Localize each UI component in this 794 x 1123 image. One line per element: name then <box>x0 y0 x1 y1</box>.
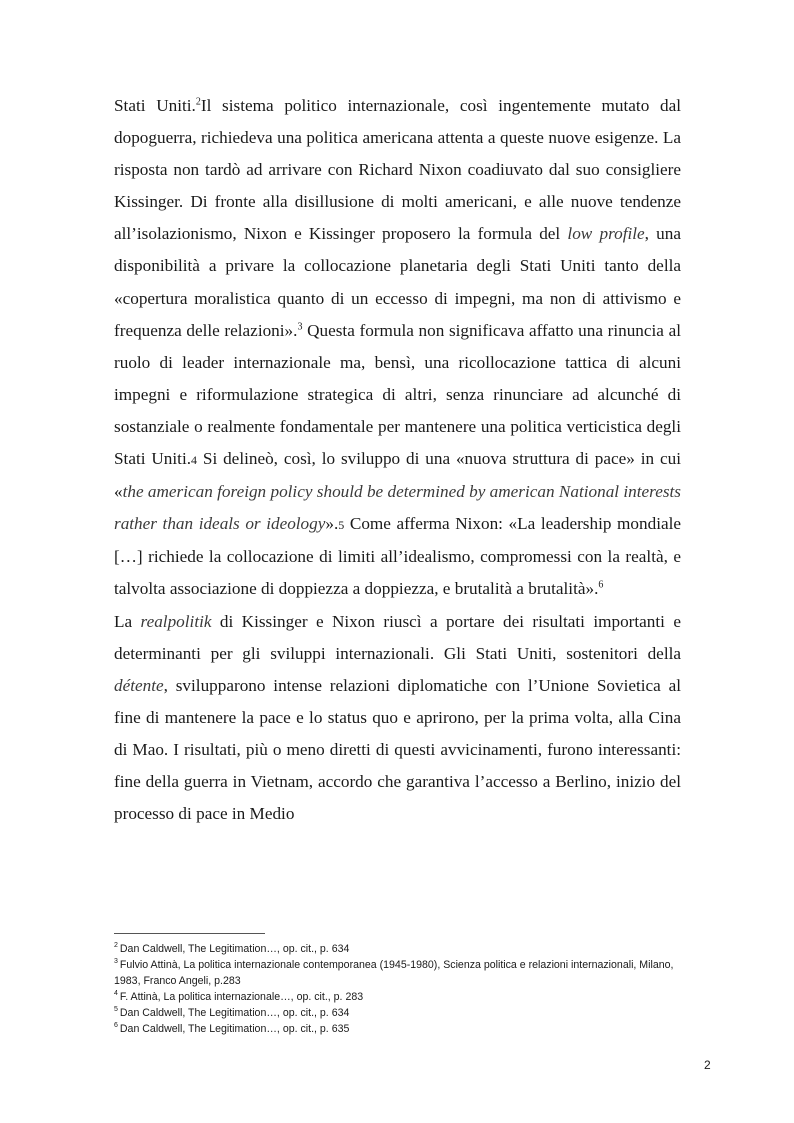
footnote-5 <box>114 1005 681 1021</box>
footnote-4 <box>114 989 681 1005</box>
text-run: La <box>114 611 141 631</box>
footnote-text: F. Attinà, La politica internazionale…, op. cit., p. 283 <box>119 991 364 1003</box>
italic-quote: the american foreign policy should be determined by american National interests rather than ideals or ideology <box>114 482 681 534</box>
text-run: Il sistema politico internazionale, così ingentemente mutato dal dopoguerra, richiedeva una politica americana attenta a queste nuove esigenze. La risposta non tardò ad arrivare con Richard Nixon coadiuvato dal suo consigliere Kissinger. Di fronte alla disillusione di molti americani, e alle nuove tendenze all’isolazionismo, Nixon e Kissinger proposero la formula del <box>114 96 681 244</box>
text-run: Questa formula non significava affatto una rinuncia al ruolo di leader internazionale ma, bensì, una ricollocazione tattica di alcuni impegni e riformulazione strategica di altri, senza rinunciare ad alcunché di sostanziale o realmente fondamentale per mantenere una politica verticistica degli Stati Uniti. <box>114 320 681 469</box>
footnote-ref: 3 <box>297 320 303 332</box>
footnote-text: Dan Caldwell, The Legitimation…, op. cit., p. 634 <box>119 1007 350 1019</box>
footnote-ref: 5 <box>338 518 345 533</box>
footnote-ref: 2 <box>195 96 201 108</box>
text-run: , svilupparono intense relazioni diplomatiche con l’Unione Sovietica al fine di mantenere la pace e lo status quo e aprirono, per la prima volta, alla Cina di Mao. I risultati, più o meno diretti di questi avvicinamenti, furono interessanti: fine della guerra in Vietnam, accordo che garantiva l’accesso a Berlino, inizio del processo di pace in Medio <box>114 675 681 824</box>
italic-term: détente <box>114 675 164 695</box>
footnotes <box>114 941 681 1037</box>
italic-phrase: low profile <box>567 224 645 244</box>
text-run: Stati Uniti. <box>114 96 196 115</box>
footnote-number: 2 <box>114 942 118 950</box>
footnote-3 <box>114 957 681 989</box>
italic-term: realpolitik <box>140 611 212 631</box>
text-run: Come afferma Nixon: «La leadership mondiale […] richiede la collocazione di limiti all’idealismo, compromessi con la realtà, e talvolta associazione di doppiezza a doppiezza, e brutalità a brutalità». <box>114 514 682 599</box>
footnote-6 <box>114 1021 681 1037</box>
text-run: di Kissinger e Nixon riuscì a portare dei risultati importanti e determinanti per gli sviluppi internazionali. Gli Stati Uniti, sostenitori della <box>114 611 681 663</box>
body-text <box>114 90 681 830</box>
footnote-text: Fulvio Attinà, La politica internazionale contemporanea (1945-1980), Scienza politica e relazioni internazionali, Milano, 1983, Franco Angeli, p.283 <box>114 959 674 987</box>
footnote-ref: 6 <box>598 579 604 591</box>
text-run: ». <box>325 514 339 534</box>
footnote-text: Dan Caldwell, The Legitimation…, op. cit., p. 634 <box>119 943 350 955</box>
text-run: Si delineò, così, lo sviluppo di una «nuova struttura di pace» in cui « <box>114 449 681 502</box>
footnote-2 <box>114 941 681 957</box>
footnote-separator <box>114 933 265 934</box>
page-number: 2 <box>704 1058 711 1072</box>
paragraph-1 <box>114 90 681 606</box>
footnote-ref: 4 <box>191 453 198 468</box>
footnote-text: Dan Caldwell, The Legitimation…, op. cit., p. 635 <box>119 1023 350 1035</box>
footnote-number: 5 <box>114 1006 118 1014</box>
footnote-number: 6 <box>114 1022 118 1030</box>
text-run: , una disponibilità a privare la collocazione planetaria degli Stati Uniti tanto della «copertura moralistica quanto di un eccesso di impegni, ma non di attivismo e frequenza delle relazioni». <box>114 224 681 340</box>
paragraph-2 <box>114 606 681 831</box>
footnote-number: 4 <box>114 990 118 998</box>
footnote-number: 3 <box>114 958 118 966</box>
